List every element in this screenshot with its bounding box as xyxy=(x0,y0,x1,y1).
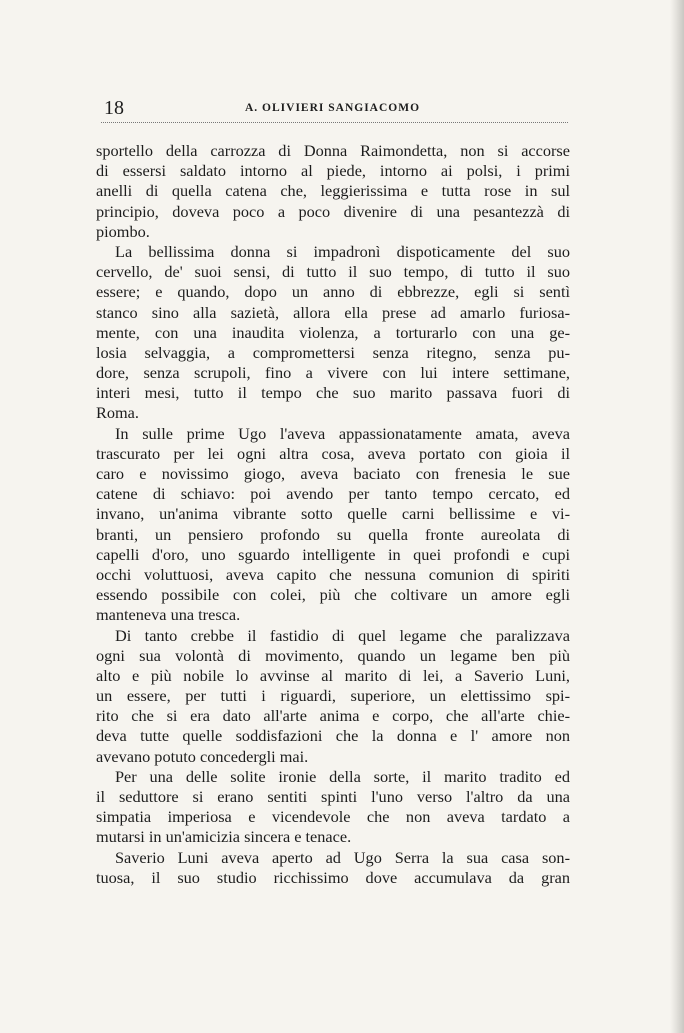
text-line: catene di schiavo: poi avendo per tanto tempo cercato, ed xyxy=(96,484,570,504)
text-line: il seduttore si erano sentiti spinti l'uno verso l'altro da una xyxy=(96,787,570,806)
text-line: mutarsi in un'amicizia sincera e tenace. xyxy=(96,827,352,847)
text-line: essendo possibile con colei, più che coltivare un amore egli xyxy=(96,585,570,605)
text-line: invano, un'anima vibrante sotto quelle carni bellissime e vi- xyxy=(96,504,570,524)
text-line: stanco sino alla sazietà, allora ella prese ad amarlo furiosa- xyxy=(96,302,570,322)
text-line: deva tutte quelle soddisfazioni che la donna e l' amore non xyxy=(96,726,570,746)
paragraph xyxy=(96,242,570,424)
text-line: sportello della carrozza di Donna Raimondetta, non si accorse xyxy=(96,141,570,160)
text-line: avevano potuto concedergli mai. xyxy=(96,746,309,766)
text-line: simpatia imperiosa e vicendevole che non aveva tardato a xyxy=(96,807,570,827)
page-edge-shadow xyxy=(670,0,684,1033)
text-line: Per una delle solite ironie della sorte, il marito tradito ed xyxy=(115,766,570,786)
paragraph xyxy=(96,848,570,888)
text-line: losia selvaggia, a compromettersi senza ritegno, senza pu- xyxy=(96,342,570,362)
text-line: caro e novissimo giogo, aveva baciato con frenesia le sue xyxy=(96,464,570,483)
body-text xyxy=(96,141,570,888)
text-line: Roma. xyxy=(96,403,139,423)
text-line: cervello, de' suoi sensi, di tutto il suo tempo, di tutto il suo xyxy=(96,262,570,282)
page-header xyxy=(104,96,568,120)
text-line: capelli d'oro, uno sguardo intelligente in quei profondi e cupi xyxy=(96,544,570,564)
running-head: A. OLIVIERI SANGIACOMO xyxy=(245,102,421,114)
page-number: 18 xyxy=(104,97,124,119)
text-line: principio, doveva poco a poco divenire di una pesantezzà di xyxy=(96,201,570,221)
text-line: anelli di quella catena che, leggierissima e tutta rose in sul xyxy=(96,181,570,201)
text-line: piombo. xyxy=(96,221,150,241)
text-line: trascurato per lei ogni altra cosa, aveva portato con gioia il xyxy=(96,443,570,463)
text-line: branti, un pensiero profondo su quella fronte aureolata di xyxy=(96,524,570,544)
text-line: Saverio Luni aveva aperto ad Ugo Serra la sua casa son- xyxy=(115,847,570,867)
text-line: ogni sua volontà di movimento, quando un legame ben più xyxy=(96,645,570,665)
text-line: mente, con una inaudita violenza, a torturarlo con una ge- xyxy=(96,322,570,342)
text-line: dore, senza scrupoli, fino a vivere con lui intere settimane, xyxy=(96,363,570,383)
text-line: rito che si era dato all'arte anima e corpo, che all'arte chie- xyxy=(96,706,570,726)
text-line: Di tanto crebbe il fastidio di quel legame che paralizzava xyxy=(115,625,570,645)
text-line: In sulle prime Ugo l'aveva appassionatamente amata, aveva xyxy=(115,423,570,443)
text-line: interi mesi, tutto il tempo che suo marito passava fuori di xyxy=(96,383,570,403)
paragraph xyxy=(96,424,570,626)
paragraph xyxy=(96,141,570,242)
paragraph xyxy=(96,767,570,848)
header-rule xyxy=(101,122,568,123)
text-line: occhi voluttuosi, aveva capito che nessuna comunion di spiriti xyxy=(96,564,570,584)
text-line: La bellissima donna si impadronì dispoticamente del suo xyxy=(115,241,570,261)
text-line: un essere, per tutti i riguardi, superiore, un elettissimo spi- xyxy=(96,686,570,706)
text-line: manteneva una tresca. xyxy=(96,605,241,625)
paragraph xyxy=(96,626,570,767)
text-line: di essersi saldato intorno al piede, intorno ai polsi, i primi xyxy=(96,161,570,181)
text-line: essere; e quando, dopo un anno di ebbrezze, egli si sentì xyxy=(96,282,570,302)
text-line: alto e più nobile lo avvinse al marito di lei, a Saverio Luni, xyxy=(96,665,570,685)
text-line: tuosa, il suo studio ricchissimo dove accumulava da gran xyxy=(96,867,570,887)
